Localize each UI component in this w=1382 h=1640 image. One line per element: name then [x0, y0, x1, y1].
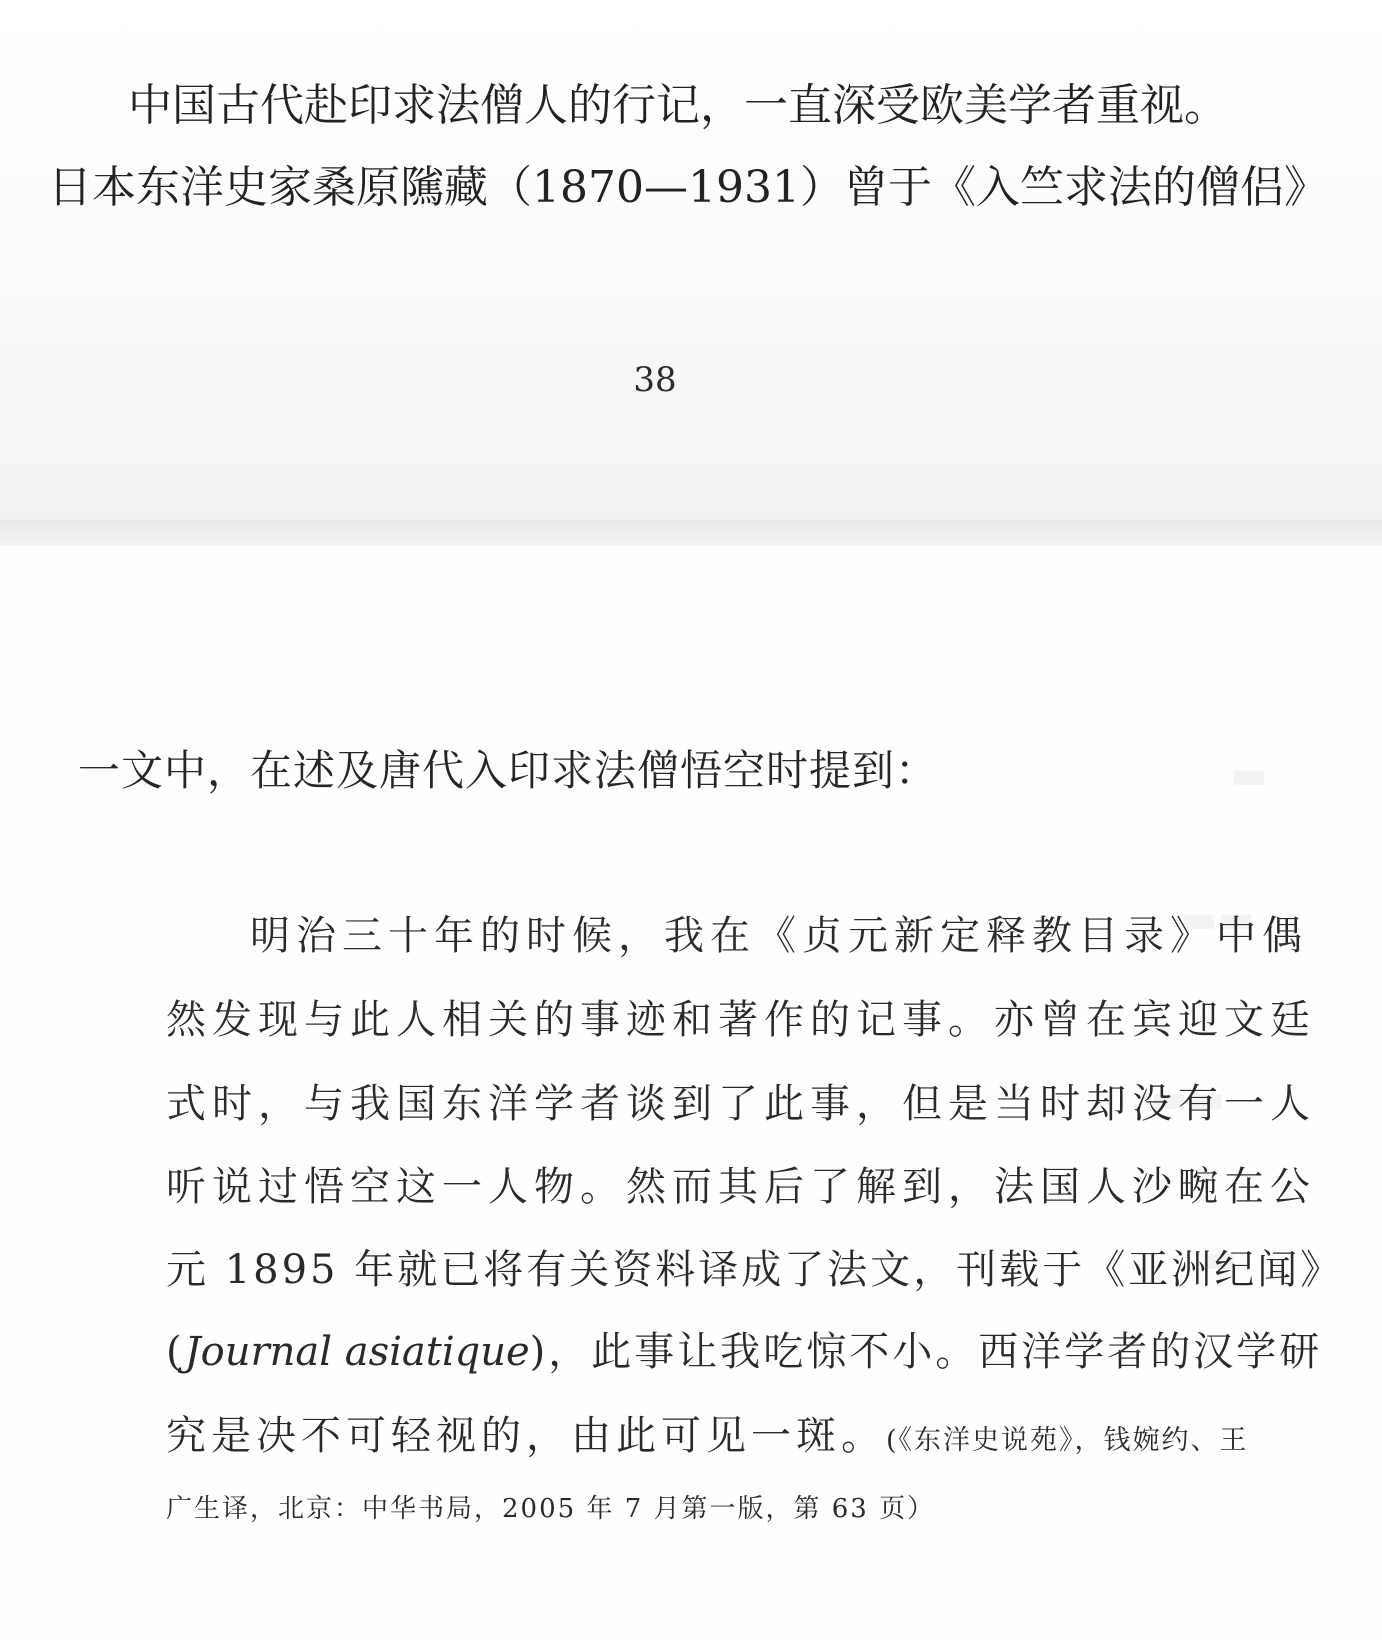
lead-sentence: 一文中，在述及唐代入印求法僧悟空时提到： — [78, 746, 939, 795]
paragraph-line-1: 中国古代赴印求法僧人的行记，一直深受欧美学者重视。 — [128, 80, 1228, 131]
quote-line-6-rest: )，此事让我吃惊不小。西洋学者的汉学研 — [529, 1329, 1323, 1375]
upper-page — [0, 0, 1382, 520]
bleed-through-mark — [1230, 752, 1268, 798]
paragraph-line-2: 日本东洋史家桑原隲藏（1870—1931）曾于《入竺求法的僧侣》 — [48, 162, 1328, 213]
quote-line-5: 元 1895 年就已将有关资料译成了法文，刊载于《亚洲纪闻》 — [166, 1247, 1344, 1293]
citation-source: 广生译，北京：中华书局，2005 年 7 月第一版，第 63 页） — [166, 1494, 936, 1524]
quote-line-7-text: 究是决不可轻视的，由此可见一斑。 — [166, 1413, 886, 1459]
journal-title: Journal asiatique — [184, 1329, 530, 1375]
quote-line-4: 听说过悟空这一人物。然而其后了解到，法国人沙畹在公 — [166, 1164, 1316, 1210]
quote-line-7 — [166, 1413, 1249, 1459]
paren-open: ( — [166, 1329, 185, 1375]
page-number: 38 — [633, 360, 677, 400]
quote-line-1: 明治三十年的时候，我在《贞元新定释教目录》中偶 — [250, 913, 1308, 959]
quote-line-3: 式时，与我国东洋学者谈到了此事，但是当时却没有一人 — [166, 1081, 1316, 1127]
page-divider — [0, 520, 1382, 546]
quote-line-6 — [166, 1329, 1323, 1375]
lower-page — [0, 546, 1382, 1640]
citation-start: (《东洋史说苑》，钱婉约、王 — [886, 1425, 1249, 1456]
quote-line-2: 然发现与此人相关的事迹和著作的记事。亦曾在宾迎文廷 — [166, 997, 1316, 1043]
